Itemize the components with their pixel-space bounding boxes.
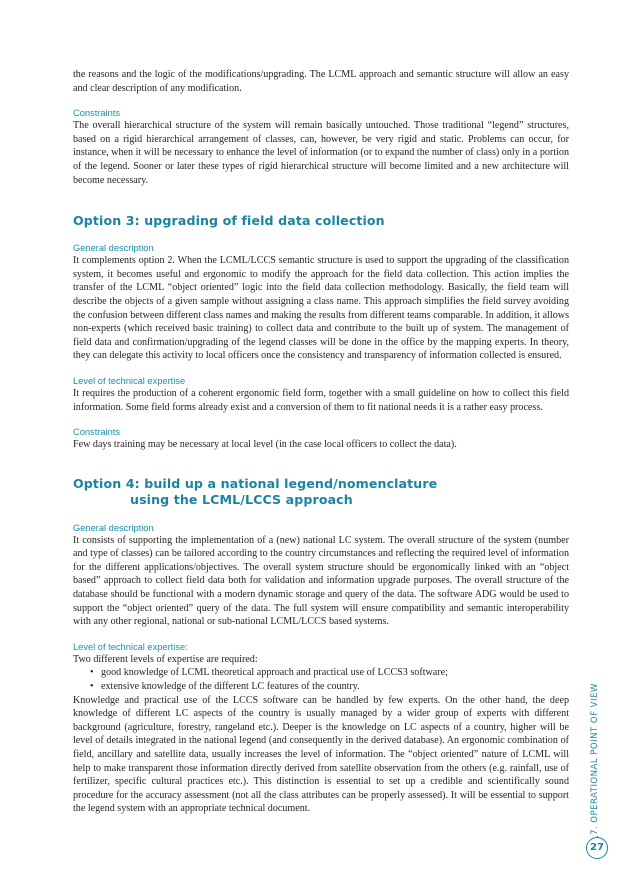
option4-title-line2: using the LCML/LCCS approach (130, 491, 353, 507)
option3-expertise-heading: Level of technical expertise (73, 375, 186, 386)
option4-title-line1: Option 4: build up a national legend/nomenclature (73, 475, 438, 491)
option3-general-paragraph: It complements option 2. When the LCML/LCCS semantic structure is used to support the upgrading of the classification system, it becomes useful and ergonomic to modify the approach for the field data collection. This action implies the transfer of the LCML “object oriented” logic into the field data collection methodology. Basically, the field team will describe the objects of a given sample without assigning a class name. This approach simplifies the field survey avoiding the confusion between different class names and making the results from different teams comparable. In addition, it allows non-experts (which received basic training) to collect data and contribute to the built up of system. The management of field data and confirmation/upgrading of the legend classes will be done in the office by the mapping experts. In theory, they can delegate this activity to local officers once the consistency and transparency of information collected is ensured. (73, 255, 569, 362)
list-item: • extensive knowledge of the different LC features of the country. (90, 680, 569, 694)
constraints-paragraph: The overall hierarchical structure of the system will remain basically untouched. Those traditional “legend” structures, based on a rigid hierarchical arrangement of classes, can, however, be very rigid and static. Problems can occur, for instance, when it will be necessary to enhance the level of information (or to expand the number of class) only in a portion of the legend. Sooner or later these types of rigid hierarchical structure will become limited and a new architecture will become necessary. (73, 120, 569, 186)
option4-general-paragraph: It consists of supporting the implementation of a (new) national LC system. The overall structure of the system (number and type of classes) can be tailored according to the country circumstances and reflecting the required level of information for the different applications/objectives. The overall system structure should be ergonomically linked with an “object based” approach to collect field data both for validation and information upgrade purposes. The overall structure of the database should be functional with a modern dynamic storage and query of the data. The software ADG would be used to support the “object oriented” query of the data. The full system will ensure compatibility and semantic interoperability with any other regional, national or sub-national LCML/LCCS based systems. (73, 534, 569, 628)
option4-expertise-intro: Two different levels of expertise are required: (73, 653, 258, 665)
section-side-label: 7. OPERATIONAL POINT OF VIEW (590, 683, 600, 835)
option3-general-heading: General description (73, 243, 154, 254)
option3-expertise-paragraph: It requires the production of a coherent ergonomic field form, together with a small guideline on how to collect this field information. Some field forms already exist and a conversion of them to fit national needs it is a rather easy process. (73, 387, 569, 413)
intro-paragraph: the reasons and the logic of the modifications/upgrading. The LCML approach and semantic structure will allow an easy and clear description of any modification. (73, 69, 569, 94)
option4-general-heading: General description (73, 522, 154, 533)
option3-constraints-heading: Constraints (73, 427, 121, 438)
page-number: 27 (586, 837, 608, 859)
option3-constraints-paragraph: Few days training may be necessary at local level (in the case local officers to collect the data). (73, 439, 457, 451)
expertise-bullet-list (73, 666, 569, 693)
option4-expertise-paragraph: Knowledge and practical use of the LCCS software can be handled by few experts. On the other hand, the deep knowledge of different LC aspects of the country is usually managed by a wider group of experts with different background (agriculture, forestry, rangeland etc.). Deeper is the knowledge on LC aspects of a country, higher will be level of details integrated in the national legend (and consequently in the derived database). An ergonomic combination of field, ancillary and satellite data, usually increases the level of information. The “object oriented” nature of LCML will help to make transparent those information directly derived from satellite observation from the others (e.g. rainfall, use of fertilizer, specific cultural practices etc.). This distinction is essential to set up a credible and scientifically sound procedure for the accuracy assessment (not all the class attributes can be properly assessed). It will be essential to support the legend system with an appropriate technical document. (73, 694, 569, 815)
list-item: • good knowledge of LCML theoretical approach and practical use of LCCS3 software; (90, 666, 569, 680)
constraints-heading: Constraints (73, 108, 121, 119)
page-content (73, 68, 569, 816)
option4-expertise-heading: Level of technical expertise: (73, 641, 188, 652)
option3-title: Option 3: upgrading of field data collection (73, 213, 385, 229)
option4-title (73, 476, 569, 508)
